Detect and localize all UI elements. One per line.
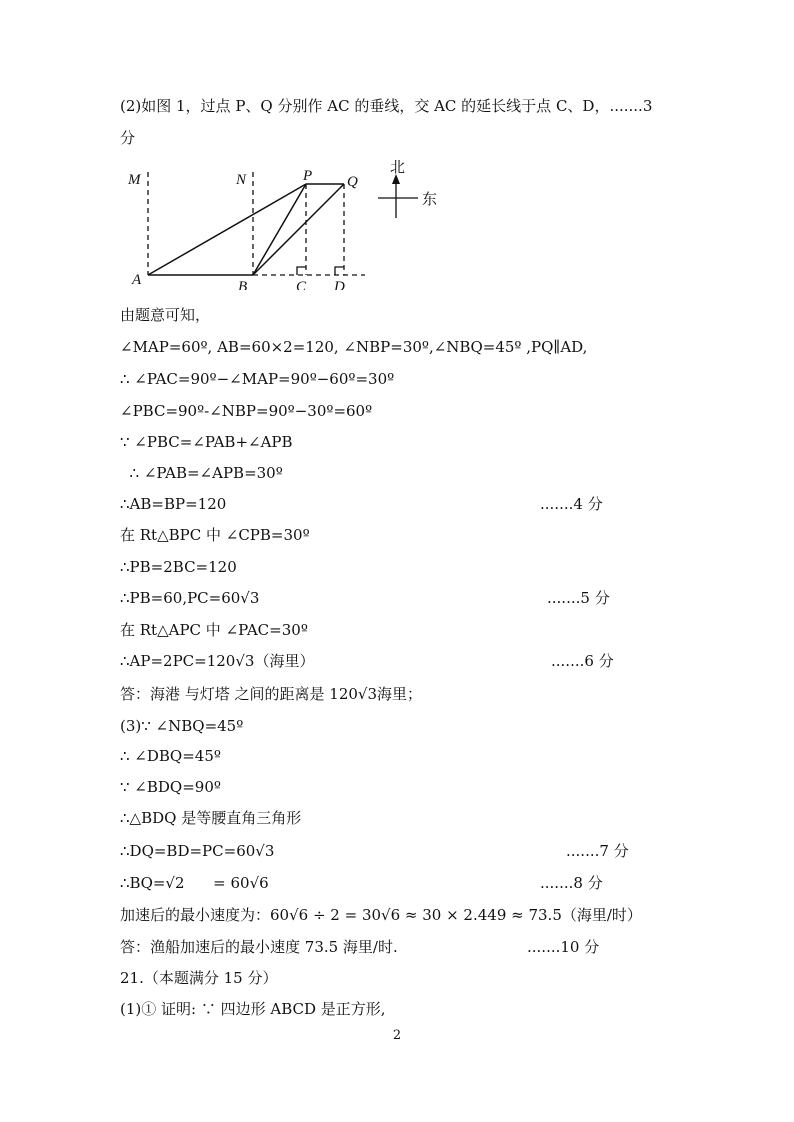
- score-marker: .......10 分: [527, 938, 600, 956]
- solution-line: (3)∵ ∠NBQ=45º: [120, 717, 244, 735]
- label-b: B: [238, 279, 248, 290]
- solution-line: 21.（本题满分 15 分）: [120, 969, 278, 987]
- score-marker: .......8 分: [540, 874, 603, 892]
- solution-line: 在 Rt△APC 中 ∠PAC=30º: [120, 621, 308, 639]
- solution-line: ∴PB=60,PC=60√3: [120, 589, 260, 607]
- solution-line: ∴PB=2BC=120: [120, 558, 237, 576]
- solution-line: ∵ ∠BDQ=90º: [120, 778, 221, 796]
- label-q: Q: [347, 174, 358, 190]
- solution-line: ∴ ∠DBQ=45º: [120, 747, 221, 765]
- label-n: N: [236, 172, 247, 188]
- solution-line: ∠MAP=60º, AB=60×2=120, ∠NBP=30º,∠NBQ=45º ,PQ∥AD,: [120, 338, 588, 356]
- solution-line: (1)① 证明: ∵ 四边形 ABCD 是正方形,: [120, 1000, 386, 1018]
- solution-line: 由题意可知，: [120, 306, 211, 324]
- solution-line: 答：渔船加速后的最小速度 73.5 海里/时.: [120, 938, 398, 956]
- compass-east: 东: [422, 192, 438, 208]
- solution-line: ∴DQ=BD=PC=60√3: [120, 842, 275, 860]
- label-m: M: [128, 172, 141, 188]
- solution-line: ∴BQ=√2 = 60√6: [120, 874, 269, 892]
- label-p: P: [303, 168, 313, 184]
- solution-line: ∴△BDQ 是等腰直角三角形: [120, 809, 302, 827]
- label-d: D: [334, 279, 345, 290]
- solution-line: 加速后的最小速度为：60√6 ÷ 2 = 30√6 ≈ 30 × 2.449 ≈ 73.5（海里/时）: [120, 906, 642, 924]
- solution-line: ∴ ∠PAB=∠APB=30º: [120, 464, 283, 482]
- solution-line: 答：海港 与灯塔 之间的距离是 120√3海里；: [120, 685, 423, 703]
- score-marker: .......6 分: [551, 652, 614, 670]
- solution-line: ∴AB=BP=120: [120, 495, 227, 513]
- score-marker: .......5 分: [547, 589, 610, 607]
- part2-intro: (2)如图 1，过点 P、Q 分别作 AC 的垂线，交 AC 的延长线于点 C、D，.......3: [120, 97, 653, 115]
- solution-line: ∵ ∠PBC=∠PAB+∠APB: [120, 433, 293, 451]
- solution-line: ∴ ∠PAC=90º−∠MAP=90º−60º=30º: [120, 370, 395, 388]
- part2-intro-score-unit: 分: [120, 129, 136, 147]
- score-marker: .......4 分: [540, 495, 603, 513]
- solution-line: ∴AP=2PC=120√3（海里）: [120, 652, 315, 670]
- label-c: C: [296, 279, 307, 290]
- solution-line: ∠PBC=90º-∠NBP=90º−30º=60º: [120, 402, 373, 420]
- figure-1: [120, 160, 460, 290]
- solution-line: 在 Rt△BPC 中 ∠CPB=30º: [120, 526, 310, 544]
- score-marker: .......7 分: [566, 842, 629, 860]
- page-number: 2: [392, 1028, 402, 1043]
- label-a: A: [132, 272, 142, 288]
- compass-north: 北: [390, 160, 406, 176]
